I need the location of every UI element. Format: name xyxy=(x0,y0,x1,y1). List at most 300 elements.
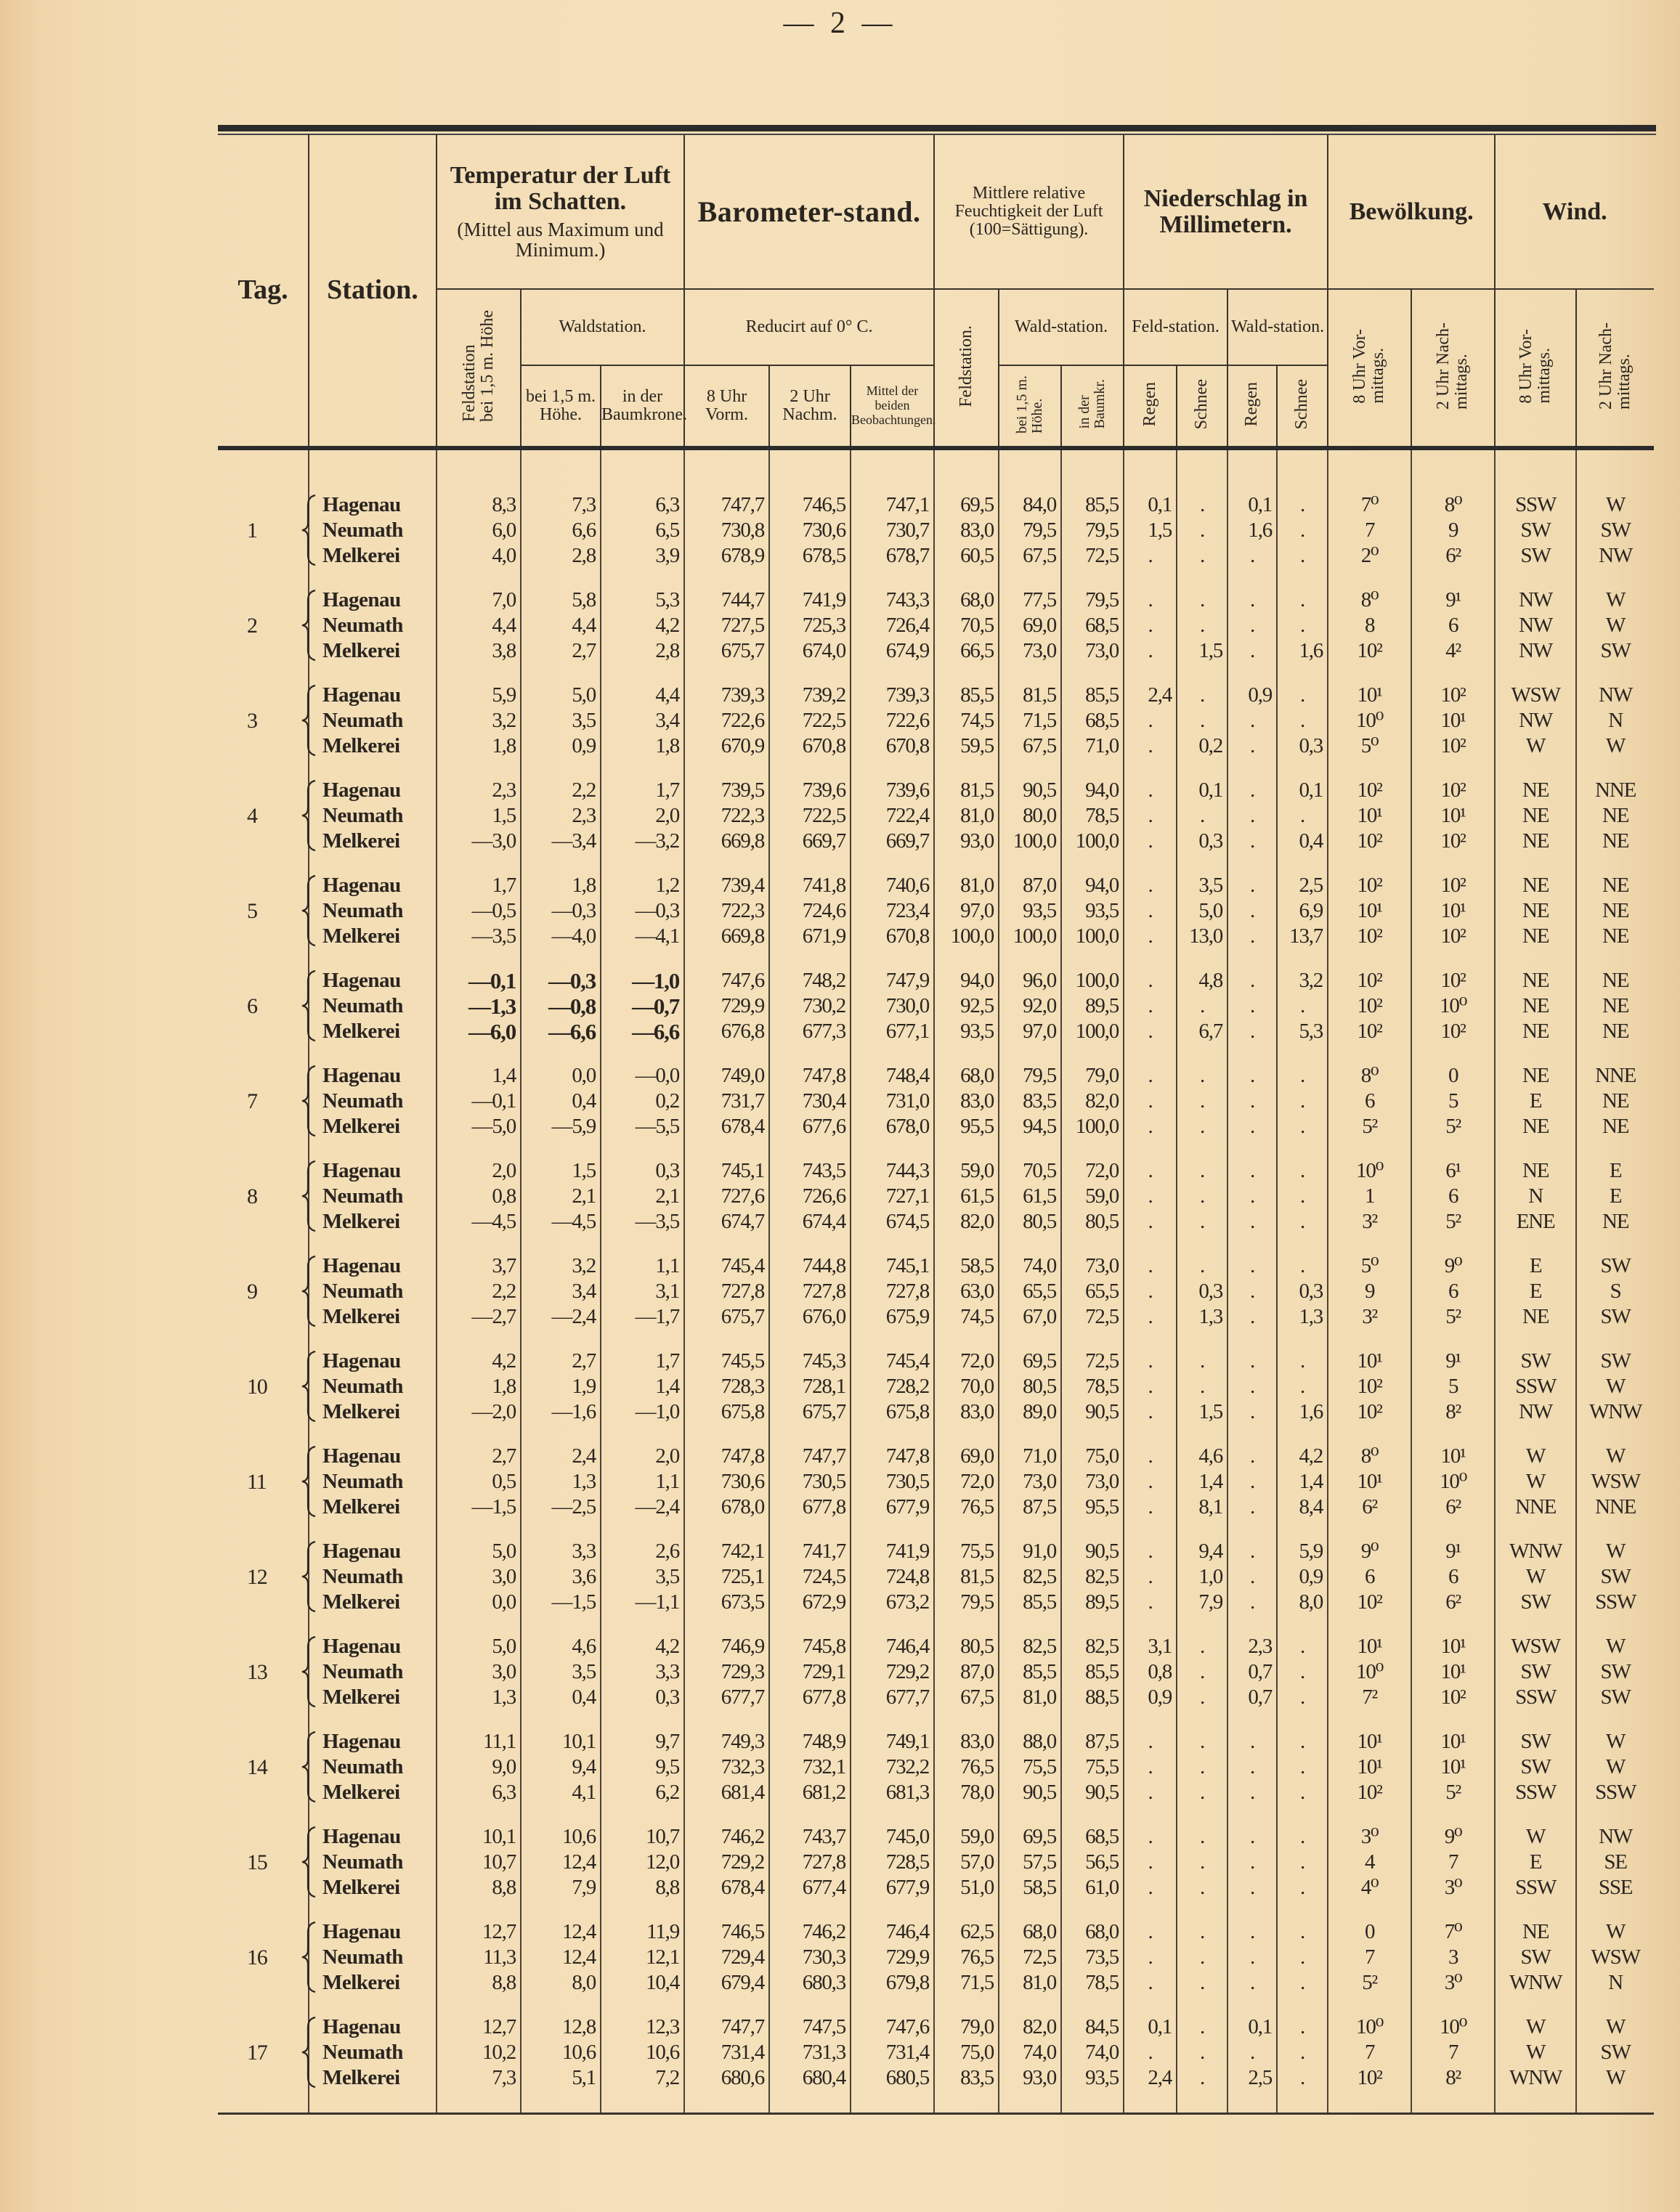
brace-icon xyxy=(299,589,318,662)
cell-regen-wald: . xyxy=(1227,1469,1277,1495)
cell-baro-2: 669,7 xyxy=(769,829,851,854)
spacer-cell xyxy=(769,569,851,587)
end-cell xyxy=(1227,2091,1277,2114)
cell-schnee-wald: 8,4 xyxy=(1277,1495,1328,1520)
barometer-title: Barometer-stand. xyxy=(697,195,921,228)
cell-temp-wald-krone: 0,3 xyxy=(601,1685,684,1710)
spacer-cell xyxy=(309,448,437,492)
cell-bew-8: 10⁰ xyxy=(1328,708,1411,733)
spacer-cell xyxy=(1227,949,1277,968)
cell-wind-2: NNE xyxy=(1576,1495,1654,1520)
header-humidity-feld xyxy=(934,289,999,448)
cell-feucht-wald-15m: 81,0 xyxy=(999,1685,1061,1710)
spacer-cell xyxy=(1576,1139,1654,1158)
cell-temp-feld: 5,0 xyxy=(437,1539,521,1564)
cell-feucht-feld: 93,0 xyxy=(934,829,999,854)
header-temp-wald xyxy=(521,289,684,365)
cell-baro-2: 745,3 xyxy=(769,1349,851,1374)
cell-regen-wald: . xyxy=(1227,733,1277,759)
cell-feucht-wald-krone: 78,5 xyxy=(1061,1970,1124,1996)
cell-baro-2: 722,5 xyxy=(769,708,851,733)
spacer-cell xyxy=(851,1710,934,1729)
cell-schnee-feld: . xyxy=(1177,492,1227,518)
cell-feucht-feld: 59,0 xyxy=(934,1158,999,1184)
cell-baro-2: 677,6 xyxy=(769,1114,851,1139)
header-station xyxy=(309,135,437,448)
cell-baro-mittel: 739,3 xyxy=(851,683,934,708)
spacer-cell xyxy=(218,1330,309,1349)
spacer-cell xyxy=(1576,1425,1654,1444)
cell-feucht-feld: 76,5 xyxy=(934,1754,999,1780)
spacer-cell xyxy=(1227,1044,1277,1063)
spacer-cell xyxy=(521,1996,601,2014)
cell-baro-8: 730,8 xyxy=(684,518,769,543)
day-number: 13 xyxy=(247,1660,267,1684)
cell-regen-wald: . xyxy=(1227,1279,1277,1304)
cell-regen-feld: . xyxy=(1124,1754,1177,1780)
spacer-cell xyxy=(999,1425,1061,1444)
precip-feld-regen-label: Regen xyxy=(1140,381,1159,427)
cell-bew-8: 4⁰ xyxy=(1328,1875,1411,1900)
cell-temp-feld: 2,7 xyxy=(437,1444,521,1469)
spacer-cell xyxy=(309,1520,437,1539)
cell-schnee-wald: . xyxy=(1277,1970,1328,1996)
table-row xyxy=(218,1729,1654,1754)
cell-feucht-wald-15m: 74,0 xyxy=(999,2040,1061,2065)
spacer-cell xyxy=(309,854,437,873)
table-row xyxy=(218,829,1654,854)
cell-feucht-wald-krone: 89,5 xyxy=(1061,1590,1124,1615)
cell-baro-mittel: 741,9 xyxy=(851,1539,934,1564)
spacer-cell xyxy=(1576,759,1654,778)
table-row xyxy=(218,1685,1654,1710)
header-precip-feld xyxy=(1124,289,1227,365)
cell-baro-2: 739,2 xyxy=(769,683,851,708)
spacer-cell xyxy=(218,1615,309,1634)
table-row xyxy=(218,1349,1654,1374)
cell-bew-2: 5² xyxy=(1411,1304,1495,1330)
cell-temp-feld: 12,7 xyxy=(437,2014,521,2040)
cell-wind-8: NW xyxy=(1495,613,1576,638)
cell-regen-wald: 0,1 xyxy=(1227,492,1277,518)
station-name: Neumath xyxy=(309,1754,437,1780)
spacer-cell xyxy=(1277,1900,1328,1919)
spacer-cell xyxy=(1328,1805,1411,1824)
cell-temp-wald-15m: —4,0 xyxy=(521,924,601,949)
cell-schnee-feld: . xyxy=(1177,1780,1227,1805)
header-temp-wald-krone xyxy=(601,365,687,448)
cell-baro-mittel: 674,5 xyxy=(851,1209,934,1235)
spacer-cell xyxy=(1227,1805,1277,1824)
cell-baro-2: 675,7 xyxy=(769,1399,851,1425)
station-name: Melkerei xyxy=(309,829,437,854)
cell-schnee-feld: . xyxy=(1177,2040,1227,2065)
cell-wind-2: W xyxy=(1576,2065,1654,2091)
cell-temp-wald-krone: 10,4 xyxy=(601,1970,684,1996)
spacer-cell xyxy=(999,1520,1061,1539)
cell-wind-8: W xyxy=(1495,2014,1576,2040)
cell-regen-wald: . xyxy=(1227,898,1277,924)
cell-feucht-wald-15m: 69,0 xyxy=(999,613,1061,638)
cell-schnee-wald: . xyxy=(1277,1089,1328,1114)
cell-schnee-wald: . xyxy=(1277,1919,1328,1945)
cell-schnee-feld: . xyxy=(1177,2065,1227,2091)
cell-bew-2: 3⁰ xyxy=(1411,1875,1495,1900)
cell-bew-2: 6² xyxy=(1411,1495,1495,1520)
cell-temp-feld: —0,5 xyxy=(437,898,521,924)
cell-wind-2: SW xyxy=(1576,1685,1654,1710)
cell-wind-8: SW xyxy=(1495,543,1576,569)
spacer-cell xyxy=(1061,1139,1124,1158)
baro-pm-label: 2 Uhr Nachm. xyxy=(782,386,837,424)
station-name: Melkerei xyxy=(309,1304,437,1330)
cell-bew-8: 10² xyxy=(1328,968,1411,993)
cell-wind-2: WSW xyxy=(1576,1945,1654,1970)
spacer-cell xyxy=(999,1615,1061,1634)
cell-regen-feld: . xyxy=(1124,1279,1177,1304)
cell-temp-wald-krone: 12,0 xyxy=(601,1850,684,1875)
cell-schnee-wald: 0,9 xyxy=(1277,1564,1328,1590)
spacer-cell xyxy=(1328,569,1411,587)
cell-baro-8: 677,7 xyxy=(684,1685,769,1710)
spacer-cell xyxy=(684,1520,769,1539)
spacer-cell xyxy=(1124,1330,1177,1349)
cell-temp-wald-15m: 4,6 xyxy=(521,1634,601,1659)
spacer-cell xyxy=(1411,448,1495,492)
spacer-cell xyxy=(309,1139,437,1158)
humidity-wald-15-label: bei 1,5 m. Höhe. xyxy=(1014,375,1046,434)
spacer-cell xyxy=(1061,1996,1124,2014)
spacer-cell xyxy=(521,664,601,683)
cell-bew-2: 10¹ xyxy=(1411,898,1495,924)
cell-schnee-wald: 1,6 xyxy=(1277,638,1328,664)
cell-baro-mittel: 677,9 xyxy=(851,1495,934,1520)
cell-bew-2: 6² xyxy=(1411,1590,1495,1615)
cell-temp-wald-15m: 10,6 xyxy=(521,1824,601,1850)
spacer-cell xyxy=(218,1425,309,1444)
cell-feucht-wald-krone: 68,5 xyxy=(1061,1824,1124,1850)
cell-temp-feld: 2,0 xyxy=(437,1158,521,1184)
cell-temp-wald-15m: 12,4 xyxy=(521,1919,601,1945)
cell-regen-wald: . xyxy=(1227,638,1277,664)
cell-wind-2: WSW xyxy=(1576,1469,1654,1495)
spacer-cell xyxy=(851,949,934,968)
cell-schnee-feld: . xyxy=(1177,1945,1227,1970)
cell-wind-8: WSW xyxy=(1495,1634,1576,1659)
spacer-cell xyxy=(1177,1615,1227,1634)
cell-baro-2: 743,5 xyxy=(769,1158,851,1184)
cell-regen-feld: . xyxy=(1124,1729,1177,1754)
day-cell xyxy=(218,683,309,759)
cell-feucht-wald-krone: 100,0 xyxy=(1061,968,1124,993)
cell-schnee-wald: 0,3 xyxy=(1277,1279,1328,1304)
cell-baro-8: 675,7 xyxy=(684,1304,769,1330)
cell-temp-wald-15m: 12,4 xyxy=(521,1850,601,1875)
day-number: 7 xyxy=(247,1089,257,1113)
cell-baro-mittel: 746,4 xyxy=(851,1634,934,1659)
cell-bew-8: 10¹ xyxy=(1328,1469,1411,1495)
cell-feucht-wald-krone: 90,5 xyxy=(1061,1780,1124,1805)
cell-baro-mittel: 745,1 xyxy=(851,1253,934,1279)
cell-schnee-feld: . xyxy=(1177,1919,1227,1945)
cell-schnee-feld: 6,7 xyxy=(1177,1019,1227,1044)
cell-feucht-feld: 83,5 xyxy=(934,2065,999,2091)
cell-temp-wald-krone: —3,2 xyxy=(601,829,684,854)
cell-bew-2: 6 xyxy=(1411,1279,1495,1304)
header-precip-feld-regen xyxy=(1124,365,1177,448)
spacer-cell xyxy=(1124,1235,1177,1253)
cell-schnee-wald: . xyxy=(1277,587,1328,613)
cell-wind-2: NE xyxy=(1576,1089,1654,1114)
station-name: Neumath xyxy=(309,803,437,829)
cell-feucht-feld: 83,0 xyxy=(934,1399,999,1425)
cell-temp-wald-krone: —1,0 xyxy=(601,968,684,993)
day-cell xyxy=(218,873,309,949)
cell-schnee-feld: . xyxy=(1177,1253,1227,1279)
spacer-cell xyxy=(769,854,851,873)
cell-baro-8: 727,6 xyxy=(684,1184,769,1209)
cell-temp-wald-krone: 10,7 xyxy=(601,1824,684,1850)
spacer-cell xyxy=(1124,854,1177,873)
cell-feucht-wald-15m: 85,5 xyxy=(999,1659,1061,1685)
spacer-cell xyxy=(1328,1235,1411,1253)
spacer-cell xyxy=(934,1425,999,1444)
table-row xyxy=(218,1590,1654,1615)
station-name: Melkerei xyxy=(309,638,437,664)
cell-temp-feld: 3,2 xyxy=(437,708,521,733)
cell-temp-wald-krone: —6,6 xyxy=(601,1019,684,1044)
spacer-cell xyxy=(437,1330,521,1349)
spacer-cell xyxy=(1124,1044,1177,1063)
spacer-cell xyxy=(218,854,309,873)
spacer-cell xyxy=(1227,1330,1277,1349)
cell-regen-wald: . xyxy=(1227,829,1277,854)
cell-feucht-wald-15m: 87,0 xyxy=(999,873,1061,898)
spacer-cell xyxy=(1124,1900,1177,1919)
cell-temp-wald-krone: 6,2 xyxy=(601,1780,684,1805)
temp-wald-krone-label: in der Baumkrone. xyxy=(601,386,687,424)
spacer-cell xyxy=(684,448,769,492)
cell-baro-8: 675,8 xyxy=(684,1399,769,1425)
cell-regen-wald: . xyxy=(1227,1209,1277,1235)
cell-baro-8: 678,4 xyxy=(684,1114,769,1139)
spacer-cell xyxy=(1124,448,1177,492)
cell-schnee-wald: 1,6 xyxy=(1277,1399,1328,1425)
spacer-cell xyxy=(1411,1520,1495,1539)
cell-regen-feld: . xyxy=(1124,543,1177,569)
cell-temp-wald-15m: 10,6 xyxy=(521,2040,601,2065)
cell-feucht-feld: 100,0 xyxy=(934,924,999,949)
cell-bew-2: 5 xyxy=(1411,1089,1495,1114)
table-header xyxy=(218,135,1654,448)
cell-schnee-wald: 0,4 xyxy=(1277,829,1328,854)
cell-schnee-feld: . xyxy=(1177,2014,1227,2040)
cell-schnee-wald: . xyxy=(1277,1685,1328,1710)
cell-temp-wald-krone: 4,4 xyxy=(601,683,684,708)
spacer-cell xyxy=(1576,1520,1654,1539)
cell-schnee-feld: . xyxy=(1177,1729,1227,1754)
spacer-cell xyxy=(1061,1425,1124,1444)
cell-schnee-feld: 0,2 xyxy=(1177,733,1227,759)
cell-feucht-feld: 81,5 xyxy=(934,778,999,803)
spacer-cell xyxy=(999,664,1061,683)
cell-wind-8: ENE xyxy=(1495,1209,1576,1235)
table-row xyxy=(218,993,1654,1019)
day-cell xyxy=(218,1253,309,1330)
cell-baro-mittel: 730,7 xyxy=(851,518,934,543)
cell-regen-feld: . xyxy=(1124,993,1177,1019)
cell-feucht-feld: 57,0 xyxy=(934,1850,999,1875)
station-name: Hagenau xyxy=(309,1349,437,1374)
cell-feucht-wald-15m: 94,5 xyxy=(999,1114,1061,1139)
cell-schnee-wald: . xyxy=(1277,518,1328,543)
cell-wind-2: NE xyxy=(1576,1019,1654,1044)
spacer-cell xyxy=(934,448,999,492)
cell-baro-mittel: 724,8 xyxy=(851,1564,934,1590)
cell-schnee-wald: . xyxy=(1277,1780,1328,1805)
cell-wind-8: NE xyxy=(1495,1019,1576,1044)
cell-baro-8: 749,3 xyxy=(684,1729,769,1754)
spacer-cell xyxy=(521,1710,601,1729)
cell-temp-wald-krone: 6,3 xyxy=(601,492,684,518)
end-cell xyxy=(601,2091,684,2114)
cell-baro-mittel: 674,9 xyxy=(851,638,934,664)
cell-feucht-wald-15m: 89,0 xyxy=(999,1399,1061,1425)
cell-schnee-wald: 13,7 xyxy=(1277,924,1328,949)
cell-schnee-feld: . xyxy=(1177,518,1227,543)
spacer-cell xyxy=(769,448,851,492)
table-row xyxy=(218,1659,1654,1685)
cell-temp-feld: 10,7 xyxy=(437,1850,521,1875)
cell-wind-8: SSW xyxy=(1495,1875,1576,1900)
cell-wind-2: W xyxy=(1576,587,1654,613)
cell-regen-feld: 0,1 xyxy=(1124,492,1177,518)
cell-baro-mittel: 670,8 xyxy=(851,924,934,949)
spacer-cell xyxy=(1328,949,1411,968)
table-body xyxy=(218,448,1654,2114)
cell-regen-feld: . xyxy=(1124,1399,1177,1425)
station-name: Hagenau xyxy=(309,1824,437,1850)
cell-feucht-wald-15m: 77,5 xyxy=(999,587,1061,613)
cell-temp-wald-15m: 8,0 xyxy=(521,1970,601,1996)
spacer-cell xyxy=(1124,949,1177,968)
cell-bew-8: 7 xyxy=(1328,2040,1411,2065)
day-cell xyxy=(218,1158,309,1235)
cell-baro-2: 674,4 xyxy=(769,1209,851,1235)
table-row xyxy=(218,1850,1654,1875)
cell-bew-2: 5 xyxy=(1411,1374,1495,1399)
spacer-cell xyxy=(684,1139,769,1158)
table-row xyxy=(218,1754,1654,1780)
table-row xyxy=(218,968,1654,993)
cell-temp-wald-krone: 9,5 xyxy=(601,1754,684,1780)
cell-temp-wald-krone: 1,8 xyxy=(601,733,684,759)
spacer-cell xyxy=(1177,569,1227,587)
cell-feucht-wald-krone: 73,0 xyxy=(1061,638,1124,664)
spacer-cell xyxy=(1061,854,1124,873)
spacer-cell xyxy=(1277,1805,1328,1824)
cell-regen-wald: . xyxy=(1227,1495,1277,1520)
end-cell xyxy=(1124,2091,1177,2114)
spacer-cell xyxy=(769,1044,851,1063)
cell-temp-wald-krone: 10,6 xyxy=(601,2040,684,2065)
spacer-cell xyxy=(684,1425,769,1444)
cell-schnee-feld: . xyxy=(1177,1209,1227,1235)
station-name: Hagenau xyxy=(309,968,437,993)
cell-baro-mittel: 740,6 xyxy=(851,873,934,898)
brace-icon xyxy=(299,684,318,757)
cell-bew-2: 10¹ xyxy=(1411,803,1495,829)
cell-regen-wald: . xyxy=(1227,1729,1277,1754)
spacer-cell xyxy=(851,1520,934,1539)
spacer-cell xyxy=(999,1330,1061,1349)
cell-temp-feld: 5,0 xyxy=(437,1634,521,1659)
cell-feucht-wald-15m: 82,5 xyxy=(999,1634,1061,1659)
spacer-cell xyxy=(218,1520,309,1539)
table-row xyxy=(218,492,1654,518)
cell-regen-wald: . xyxy=(1227,803,1277,829)
cell-regen-feld: . xyxy=(1124,587,1177,613)
cell-baro-mittel: 726,4 xyxy=(851,613,934,638)
cell-wind-2: NNE xyxy=(1576,1063,1654,1089)
cell-regen-wald: . xyxy=(1227,1399,1277,1425)
cell-wind-8: NE xyxy=(1495,968,1576,993)
table-row xyxy=(218,638,1654,664)
spacer-cell xyxy=(521,1900,601,1919)
cell-feucht-wald-krone: 75,5 xyxy=(1061,1754,1124,1780)
spacer-cell xyxy=(1277,1235,1328,1253)
table-row xyxy=(218,1019,1654,1044)
brace-icon xyxy=(299,1445,318,1518)
brace-icon xyxy=(299,1160,318,1232)
group-spacer xyxy=(218,1235,1654,1253)
cell-feucht-wald-krone: 68,5 xyxy=(1061,613,1124,638)
cell-regen-feld: . xyxy=(1124,2040,1177,2065)
spacer-cell xyxy=(1277,1996,1328,2014)
cell-baro-2: 676,0 xyxy=(769,1304,851,1330)
cell-schnee-wald: . xyxy=(1277,1253,1328,1279)
cell-temp-wald-15m: —2,5 xyxy=(521,1495,601,1520)
table-row xyxy=(218,1875,1654,1900)
cell-feucht-wald-15m: 58,5 xyxy=(999,1875,1061,1900)
cell-feucht-wald-krone: 100,0 xyxy=(1061,1019,1124,1044)
brace-icon xyxy=(299,1065,318,1137)
spacer-cell xyxy=(1061,1805,1124,1824)
humidity-wald-krone-label: in der Baumkr. xyxy=(1076,379,1108,429)
cell-wind-2: NE xyxy=(1576,803,1654,829)
station-name: Neumath xyxy=(309,1945,437,1970)
cell-bew-2: 6 xyxy=(1411,1564,1495,1590)
cell-temp-feld: 4,2 xyxy=(437,1349,521,1374)
cell-temp-wald-krone: 3,9 xyxy=(601,543,684,569)
cell-baro-2: 732,1 xyxy=(769,1754,851,1780)
cell-regen-wald: . xyxy=(1227,1089,1277,1114)
spacer-cell xyxy=(521,448,601,492)
cell-baro-2: 730,3 xyxy=(769,1945,851,1970)
spacer-cell xyxy=(601,1235,684,1253)
cell-schnee-feld: 1,5 xyxy=(1177,1399,1227,1425)
spacer-cell xyxy=(1227,664,1277,683)
cell-baro-8: 739,5 xyxy=(684,778,769,803)
spacer-cell xyxy=(1177,1425,1227,1444)
cell-temp-wald-15m: 3,4 xyxy=(521,1279,601,1304)
station-name: Hagenau xyxy=(309,1634,437,1659)
spacer-cell xyxy=(1411,1044,1495,1063)
station-name: Neumath xyxy=(309,518,437,543)
cell-bew-2: 10² xyxy=(1411,968,1495,993)
group-spacer xyxy=(218,1900,1654,1919)
cell-temp-wald-15m: 2,1 xyxy=(521,1184,601,1209)
